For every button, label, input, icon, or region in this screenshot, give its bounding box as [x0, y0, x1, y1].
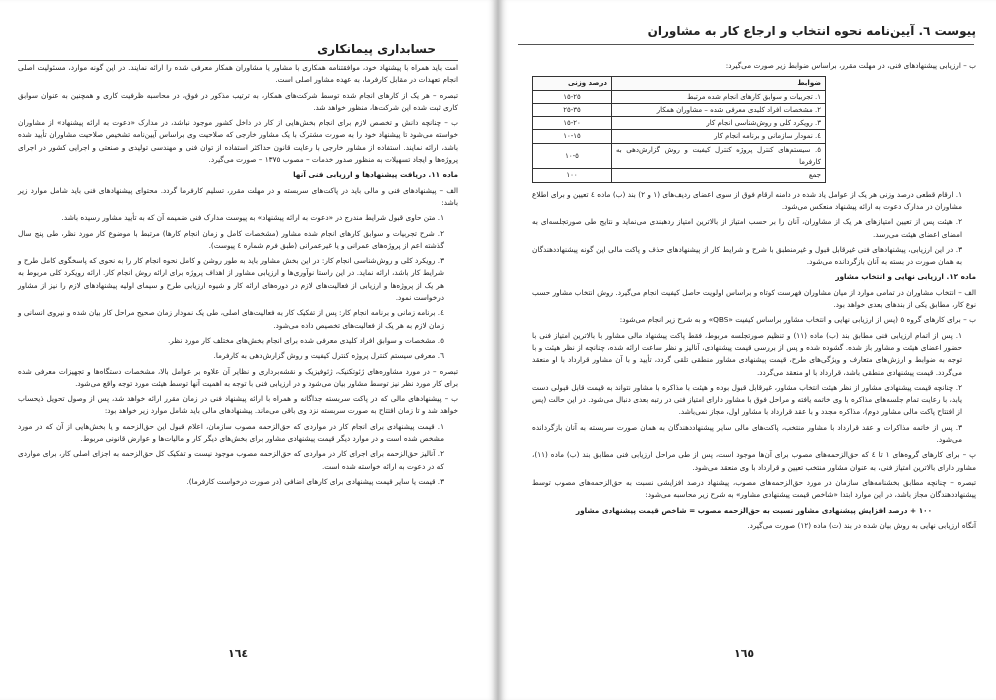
list-item: ١. پس از اتمام ارزیابی فنی مطابق بند (ب) ماده (١١) و تنظیم صورتجلسه مربوط، فقط پاکت پیشنهاد مالی مشاور با بالاترین امتیاز فنی با حضور اعضای هیئت و مشاور باز شده. گشوده شده و پس از بررسی قیمت پیشنهادی، آنالیز و نظر ساعت ارائه شده، چنانچه از نظر هیئت و با توجه به ضوابط و ارزش‌های متعارف و ویژگی‌های طرح، قیمت پیشنهادی مشاور منطقی تلقی گردد، تأیید و با آن مشاور قرارداد با او منعقد می‌گردد. قیمت پیشنهادی منطقی باشد، قرارداد با او منعقد می‌گردد.	[532, 330, 962, 377]
list-item: ٤. برنامه زمانی و برنامه انجام کار: پس از تفکیک کار به فعالیت‌های اصلی، طی یک نمودار زمان صحیح مراحل کار بیان شده و نیروی انسانی و زمان لازم به هر یک از فعالیت‌های تخصیص داده می‌شود.	[18, 308, 444, 330]
table-cell-criterion: ٣. رویکرد کلی و روش‌شناسی انجام کار	[612, 117, 826, 130]
list-item: ١. قیمت پیشنهادی برای انجام کار در مواردی که حق‌الزحمه مصوب سازمان، اعلام قبول این حق‌الزحمه و یا بخش‌هایی از آن که در مورد مشخص شده است و در موارد دیگر قیمت پیشنهادی مشاور برای بخش‌های دیگر کار و مالیات‌ها و عوارض قانونی مربوط.	[18, 421, 444, 444]
criteria-table	[532, 76, 826, 182]
left-header-rule	[18, 60, 458, 61]
table-row	[533, 103, 826, 116]
table-total-row	[533, 169, 826, 182]
list-item: ٢. آنالیز حق‌الزحمه برای اجرای کار در مواردی که حق‌الزحمه مصوب موجود نیست و تفکیک کل حق‌الزحمه به اجزای اصلی کار، برای مواردی که در دعوت به ارائه خواسته شده است.	[18, 449, 444, 471]
table-cell-criterion: ٢. مشخصات افراد کلیدی معرفی شده – مشاوران همکار	[612, 103, 826, 116]
list-item: ٣. در این ارزیابی، پیشنهادهای فنی غیرقابل قبول و غیرمنطبق با شرح و شرایط کار از پیشنهادهای حذف و پاکت مالی این گونه پیشنهاددهندگان به همان صورت در بسته به آنان بازگردانده می‌شود.	[532, 244, 962, 267]
right-header-rule	[518, 44, 974, 45]
table-row	[533, 130, 826, 143]
left-page	[0, 0, 496, 700]
note-paragraph: تبصره – در مورد مشاوره‌های ژئوتکنیک، ژئوفیزیک و نقشه‌برداری و نظایر آن علاوه بر عوامل بالا، مشخصات دستگاه‌ها و تجهیزات معرفی شده برای کار مورد نظر نیز توسط مشاور بیان می‌شود و در ارزیابی فنی با توجه به اهمیت آنها توسط هیئت مورد توجه واقع می‌شود.	[18, 366, 458, 388]
section-heading: ماده ١٢. ارزیابی نهایی و انتخاب مشاور	[835, 272, 976, 282]
paragraph: ب – پیشنهادهای مالی که در پاکت سربسته جداگانه و همراه با ارائه پیشنهاد فنی در زمان مقرر ارائه خواهد شد، پس از وصول تحویل ذیحساب خواهد شد و تا زمان افتتاح به صورت سربسته نزد وی باقی می‌ماند. پیشنهادهای مالی باید شامل موارد زیر خواهد بود:	[18, 394, 458, 416]
note-paragraph: تبصره – چنانچه مطابق بخشنامه‌های سازمان در مورد حق‌الزحمه‌های مصوب، پیشنهاد درصد افزایشی نسبت به حق‌الزحمه‌های مصوب توسط پیشنهاددهندگان مجاز باشد، در این موارد ابتدا «شاخص قیمت پیشنهادی مشاور» به شرح زیر محاسبه می‌شود:	[532, 477, 976, 500]
table-row	[533, 117, 826, 130]
list-item: ٣. پس از خاتمه مذاکرات و عقد قرارداد با مشاور منتخب، پاکت‌های مالی سایر پیشنهاددهندگان به همان صورت سربسته به آنان بازگردانده می‌شود.	[532, 422, 962, 445]
table-cell-criterion: ١. تجربیات و سوابق کارهای انجام شده مرتبط	[612, 90, 826, 103]
table-row	[533, 143, 826, 169]
table-cell-criterion: جمع	[612, 169, 826, 182]
paragraph: الف – انتخاب مشاوران در تمامی موارد از میان مشاوران فهرست کوتاه و براساس اولویت حاصل کیفیت انجام می‌گیرد. روش انتخاب مشاور حسب نوع کار، مطابق یکی از بندهای بعدی خواهد بود.	[532, 287, 976, 310]
list-item: ١. متن حاوی قبول شرایط مندرج در «دعوت به ارائه پیشنهاد» به پیوست مدارک فنی ضمیمه آن که به تأیید مشاور رسیده باشد.	[61, 213, 444, 223]
table-cell-criterion: ٤. نمودار سازمانی و برنامه انجام کار	[612, 130, 826, 143]
paragraph: آنگاه ارزیابی نهایی به روش بیان شده در بند (ت) ماده (١٢) صورت می‌گیرد.	[747, 520, 976, 530]
right-page	[500, 0, 996, 700]
list-item: ٥. مشخصات و سوابق افراد کلیدی معرفی شده برای انجام بخش‌های مختلف کار مورد نظر.	[167, 335, 444, 345]
paragraph: پ – برای کارهای گروه‌های ١ تا ٤ که حق‌الزحمه‌های مصوب برای آن‌ها موجود است، پس از طی مراحل ارزیابی فنی مطابق بند (ب) ماده (١١)، مشاور دارای بالاترین امتیاز فنی، به عنوان مشاور منتخب تعیین و قرارداد با وی منعقد می‌شود.	[532, 450, 977, 472]
paragraph: الف – پیشنهادهای فنی و مالی باید در پاکت‌های سربسته و در مهلت مقرر، تسلیم کارفرما گردد. محتوای پیشنهادهای فنی باید شامل موارد زیر باشد:	[18, 185, 458, 207]
left-page-number: ١٦٤	[228, 647, 249, 660]
list-item: ٣. قیمت یا سایر قیمت پیشنهادی برای کارهای اضافی (در صورت درخواست کارفرما).	[186, 476, 444, 486]
section-heading: ماده ١١. دریافت پیشنهادها و ارزیابی فنی آنها	[293, 170, 458, 180]
table-cell-criterion: ٥. سیستم‌های کنترل پروژه کنترل کیفیت و روش گزارش‌دهی به کارفرما	[612, 143, 826, 169]
table-header-row	[533, 77, 826, 90]
score-column-header: درصد وزنی	[533, 77, 612, 90]
list-item: ٢. چنانچه قیمت پیشنهادی مشاور از نظر هیئت انتخاب مشاور، غیرقابل قبول بوده و هیئت با مذاکره با مشاور نتواند به قیمت قابل قبولی دست یابد، با رعایت تمام جلسه‌های مذاکره با وی خاتمه یافته و مراحل فوق با مشاور دارای امتیاز فنی در رتبه بعدی دنبال می‌شود. در این حالت (پس از افتتاح پاکت مالی مشاور دوم)، مذاکره مجدد و با عقد قرارداد با مشاور اول، مجاز نمی‌باشد.	[532, 382, 962, 417]
paragraph: ب – چنانچه دانش و تخصص لازم برای انجام بخش‌هایی از کار در داخل کشور موجود نباشد، در مدارک «دعوت به ارائه پیشنهاد» از مشاوران خواسته می‌شود تا پیشنهاد خود را به صورت مشترک با یک مشاور خارجی که صلاحیت وی براساس آیین‌نامه تشخیص صلاحیت مشاوران تأیید شده باشد، ارائه نمایند. استفاده از مشاور خارجی با رعایت قانون حداکثر استفاده از توان فنی و مهندسی تولیدی و صنعتی و اجرایی کشور در اجرای پروژه‌ها و ایجاد تسهیلات به منظور صدور خدمات – مصوب ١٣٧٥ – صورت می‌گیرد.	[18, 118, 458, 165]
table-cell-score: ٥-١٠	[533, 143, 612, 169]
criteria-column-header: ضوابط	[612, 77, 826, 90]
left-page-body	[18, 62, 458, 491]
table-row	[533, 90, 826, 103]
formula-line: ١٠٠ + درصد افزایش پیشنهادی مشاور نسبت به حق‌الزحمه مصوب = شاخص قیمت پیشنهادی مشاور	[575, 505, 933, 515]
list-item: ٢. هیئت پس از تعیین امتیازهای هر یک از مشاوران، آنان را بر حسب امتیاز از بالاترین امتیاز ردهبندی می‌نماید و نتایج طی صورتجلسه‌ای به امضای اعضای هیئت می‌رسد.	[532, 217, 962, 239]
paragraph: امت باید همراه با پیشنهاد خود، موافقتنامه همکاری با مشاور یا مشاوران همکار معرفی شده را ارائه نمایند. در این گونه موارد، مسئولیت اصلی انجام تعهدات در مقابل کارفرما، به عهده مشاور اصلی است.	[18, 63, 458, 85]
table-cell-score: ١٥-١٠	[533, 130, 612, 143]
left-page-header: حسابداری پیمانکاری	[317, 42, 436, 56]
list-item: ٢. شرح تجربیات و سوابق کارهای انجام شده مشاور (مشخصات کامل و زمان انجام کارها) مرتبط با موضوع کار مورد نظر، طی پنج سال گذشته اعم از پروژه‌های عمرانی و یا غیرعمرانی (طبق فرم شماره ٤ پیوست).	[18, 228, 444, 250]
table-cell-score: ٢٥-١٥	[533, 90, 612, 103]
table-cell-score: ١٠٠	[533, 169, 612, 182]
table-cell-score: ٢٠-١٥	[533, 117, 612, 130]
paragraph: ب – برای کارهای گروه ٥ (پس از ارزیابی نهایی و انتخاب مشاور براساس کیفیت «QBS» و به شرح زیر انجام می‌شود:	[619, 315, 976, 325]
list-item: ٣. رویکرد کلی و روش‌شناسی انجام کار: در این بخش مشاور باید به طور روشن و کامل نحوه انجام کار را به نحوی که پاسخگوی کامل طرح و شرایط کار باشد، ارائه نماید. در این راستا نوآوری‌ها و ارزیابی مشاور از اهداف پروژه برای ارائه روش انجام کار. ارائه رویکرد کلی مربوط به هر یک از پروژه‌ها و ارزیابی از فعالیت‌های لازم در دوره‌های ارائه کار و شیوه ارزیابی طرح و سیمای اولیه پیشنهادهای لازم را نیز از مشاور درخواست نمود.	[18, 256, 444, 303]
right-page-header: پیوست ٦. آیین‌نامه نحوه انتخاب و ارجاع کار به مشاوران	[647, 24, 976, 38]
table-cell-score: ٣٥-٢٥	[533, 103, 612, 116]
list-item: ١. ارقام قطعی درصد وزنی هر یک از عوامل یاد شده در دامنه ارقام فوق از سوی اعضای ردیف‌های (١ و ٢) بند (ب) ماده ٤ تعیین و برای اطلاع مشاوران در مدارک دعوت به ارائه پیشنهاد منعکس می‌شود.	[532, 189, 962, 211]
intro-paragraph: ب – ارزیابی پیشنهادهای فنی، در مهلت مقرر، براساس ضوابط زیر صورت می‌گیرد:	[725, 61, 976, 70]
right-page-number: ١٦٥	[734, 647, 755, 660]
right-page-body	[532, 60, 976, 535]
list-item: ٦. معرفی سیستم کنترل پروژه کنترل کیفیت و روش گزارش‌دهی به کارفرما.	[213, 351, 444, 361]
paragraph: تبصره – هر یک از کارهای انجام شده توسط شرکت‌های همکار، به ترتیب مذکور در فوق، در محاسبه ظرفیت کاری و همچنین به عنوان سوابق کاری ثبت شده این شرکت‌ها، منظور خواهد شد.	[18, 90, 458, 112]
